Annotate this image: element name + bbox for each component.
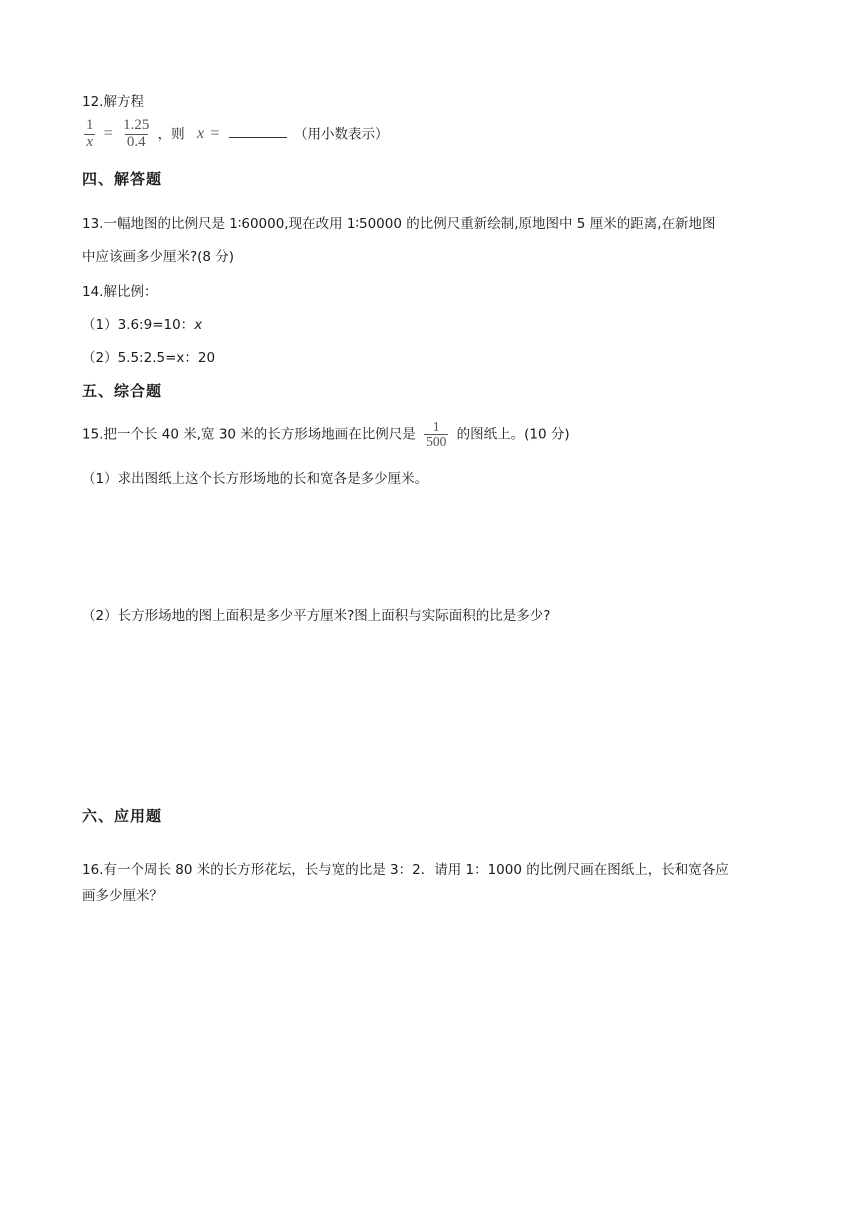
q15-part-2: （2）长方形场地的图上面积是多少平方厘米?图上面积与实际面积的比是多少? [82, 608, 551, 624]
q15-prefix-text: 15.把一个长 40 米,宽 30 米的长方形场地画在比例尺是 [82, 426, 416, 443]
section-4-heading: 四、解答题 [82, 170, 163, 188]
q14-part-1 [82, 313, 202, 333]
variable-x: x [194, 317, 203, 333]
q16-line-2: 画多少厘米？ [82, 888, 163, 904]
fraction-denominator: 0.4 [126, 133, 146, 150]
q14-part-1-text: （1）3.6:9=10： [82, 317, 195, 333]
section-5-heading: 五、综合题 [82, 382, 163, 400]
variable-x: x [196, 125, 205, 143]
fraction-125-over-04 [121, 118, 151, 151]
q14-title: 14.解比例： [82, 284, 158, 300]
fraction-denominator: 500 [426, 434, 447, 450]
q12-mid-text: ，则 [157, 126, 185, 143]
q12-equation [82, 118, 389, 151]
section-6-heading: 六、应用题 [82, 807, 163, 825]
fraction-numerator: 1 [86, 117, 94, 133]
q13-line-1: 13.一幅地图的比例尺是 1∶60000,现在改用 1∶50000 的比例尺重新绘制,原地图中 5 厘米的距离,在新地图 [82, 216, 716, 232]
fraction-numerator: 1.25 [123, 117, 150, 133]
q15-stem [82, 420, 570, 449]
q12-tail-text: （用小数表示） [294, 126, 389, 143]
fraction-numerator: 1 [432, 419, 440, 434]
q12-title: 12.解方程 [82, 94, 144, 110]
answer-blank[interactable] [229, 125, 287, 138]
q14-part-2: （2）5.5:2.5=x：20 [82, 350, 216, 366]
fraction-denominator: x [86, 133, 94, 150]
fraction-1-over-x [84, 118, 96, 151]
equals-sign: = [210, 125, 220, 143]
scale-fraction [424, 420, 448, 449]
q15-part-1: （1）求出图纸上这个长方形场地的长和宽各是多少厘米。 [82, 471, 429, 487]
equals-sign: = [103, 125, 113, 143]
q16-line-1: 16.有一个周长 80 米的长方形花坛，长与宽的比是 3：2．请用 1：1000 的比例尺画在图纸上，长和宽各应 [82, 862, 729, 878]
q15-suffix-text: 的图纸上。(10 分) [456, 426, 570, 443]
q13-line-2: 中应该画多少厘米?(8 分) [82, 249, 235, 265]
